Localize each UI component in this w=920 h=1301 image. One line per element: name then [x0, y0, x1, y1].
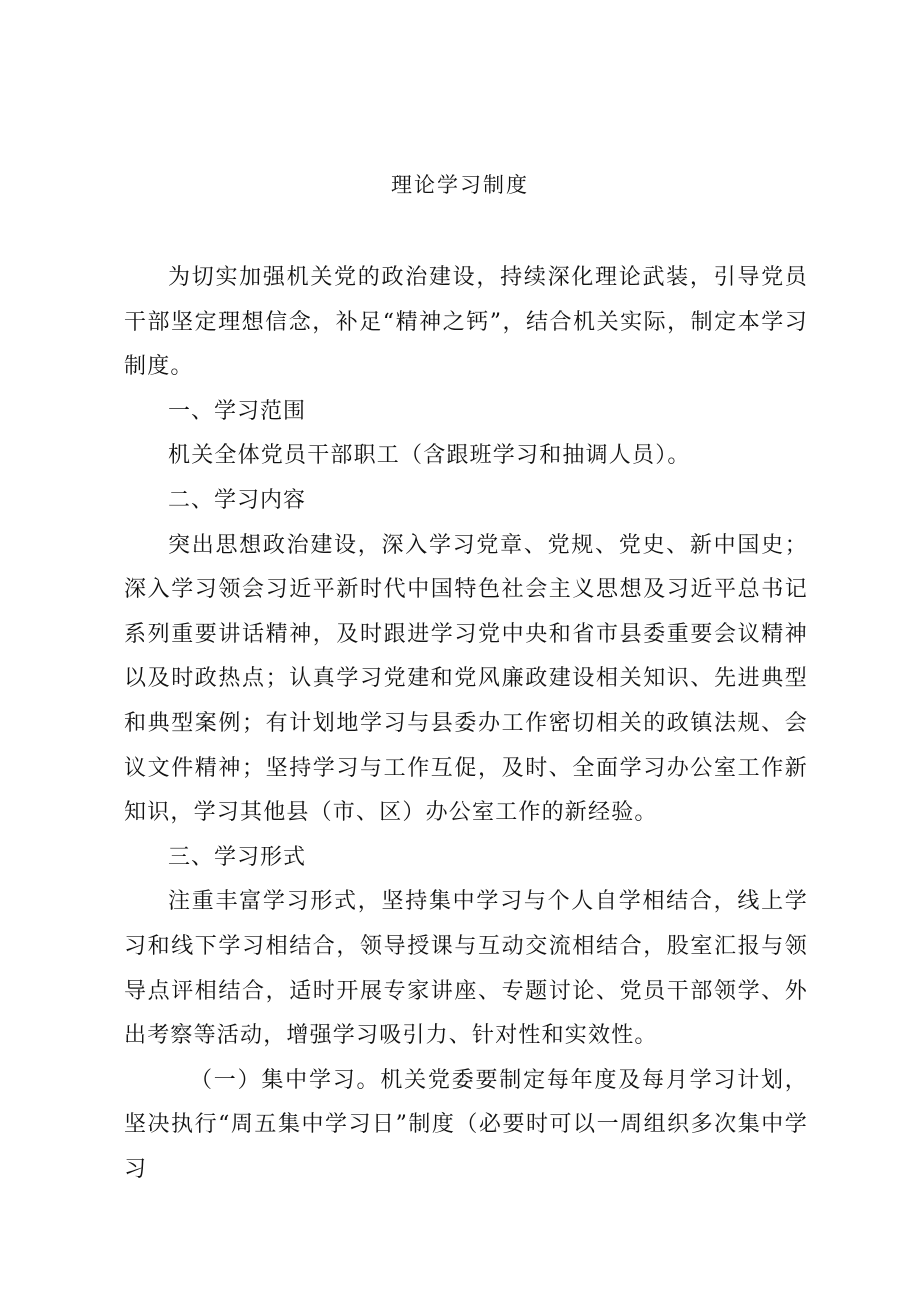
document-body	[124, 256, 808, 1192]
section-heading-scope: 一、学习范围	[168, 398, 307, 424]
intro-paragraph: 为切实加强机关党的政治建设，持续深化理论武装，引导党员干部坚定理想信念，补足“精神之钙”，结合机关实际，制定本学习制度。	[124, 265, 808, 380]
section-content-text: 突出思想政治建设，深入学习党章、党规、党史、新中国史；深入学习领会习近平新时代中国特色社会主义思想及习近平总书记系列重要讲话精神，及时跟进学习党中央和省市县委重要会议精神以及时政热点；认真学习党建和党风廉政建设相关知识、先进典型和典型案例；有计划地学习与县委办工作密切相关的政镇法规、会议文件精神；坚持学习与工作互促，及时、全面学习办公室工作新知识，学习其他县（市、区）办公室工作的新经验。	[124, 532, 808, 826]
section-form-text: 注重丰富学习形式，坚持集中学习与个人自学相结合，线上学习和线下学习相结合，领导授课与互动交流相结合，股室汇报与领导点评相结合，适时开展专家讲座、专题讨论、党员干部领学、外出考察等活动，增强学习吸引力、针对性和实效性。	[124, 889, 808, 1049]
subsection-centralized-study: （一）集中学习。机关党委要制定每年度及每月学习计划，坚决执行“周五集中学习日”制度（必要时可以一周组织多次集中学习	[124, 1067, 808, 1182]
section-heading-content: 二、学习内容	[168, 487, 307, 513]
document-title: 理论学习制度	[391, 173, 529, 197]
section-heading-form: 三、学习形式	[168, 844, 307, 870]
section-scope-text: 机关全体党员干部职工（含跟班学习和抽调人员）。	[168, 443, 691, 469]
